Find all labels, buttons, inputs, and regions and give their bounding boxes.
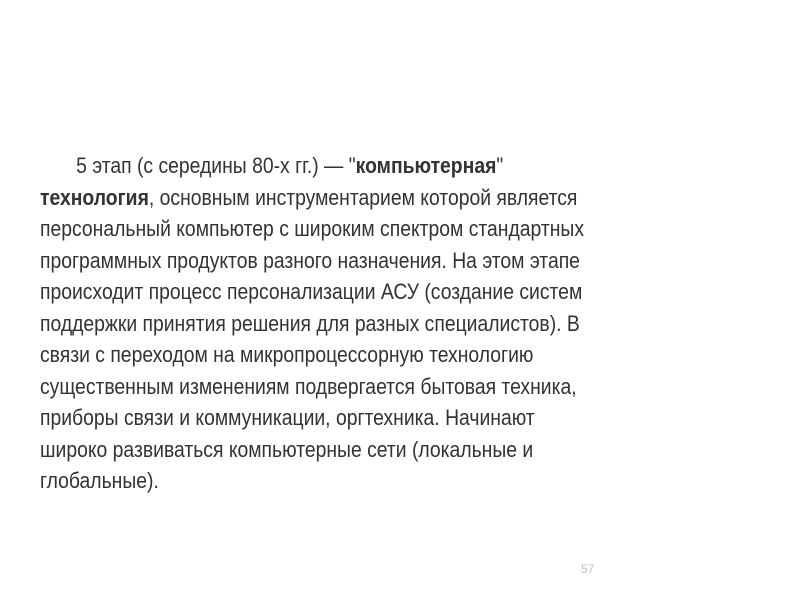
paragraph-line-4: программных продуктов разного назначения. На этом этапе <box>40 247 580 273</box>
paragraph-line-3: персональный компьютер с широким спектром стандартных <box>40 216 585 241</box>
slide-paragraph <box>40 150 647 497</box>
closing-quote: " <box>496 153 504 178</box>
page-number: 57 <box>581 562 595 576</box>
paragraph-line-2 <box>40 182 647 214</box>
paragraph-line-10: широко развиваться компьютерные сети (локальные и <box>40 436 534 462</box>
paragraph-line-2-rest: , основным инструментарием которой является <box>148 184 578 210</box>
paragraph-line-1 <box>40 150 647 182</box>
paragraph-line-1-start: 5 этап (с середины 80-х гг.) — " <box>76 153 356 178</box>
paragraph-line-5: происходит процесс персонализации АСУ (создание систем <box>40 279 583 304</box>
bold-term-computer: компьютерная <box>355 153 497 178</box>
paragraph-line-7: связи с переходом на микропроцессорную технологию <box>40 342 534 367</box>
paragraph-line-6: поддержки принятия решения для разных специалистов). В <box>40 310 580 336</box>
bold-term-technology: технология <box>40 184 149 210</box>
paragraph-line-11: глобальные). <box>40 468 159 493</box>
paragraph-line-9: приборы связи и коммуникации, оргтехника. Начинают <box>40 405 535 430</box>
paragraph-line-8: существенным изменениям подвергается бытовая техника, <box>40 373 577 399</box>
